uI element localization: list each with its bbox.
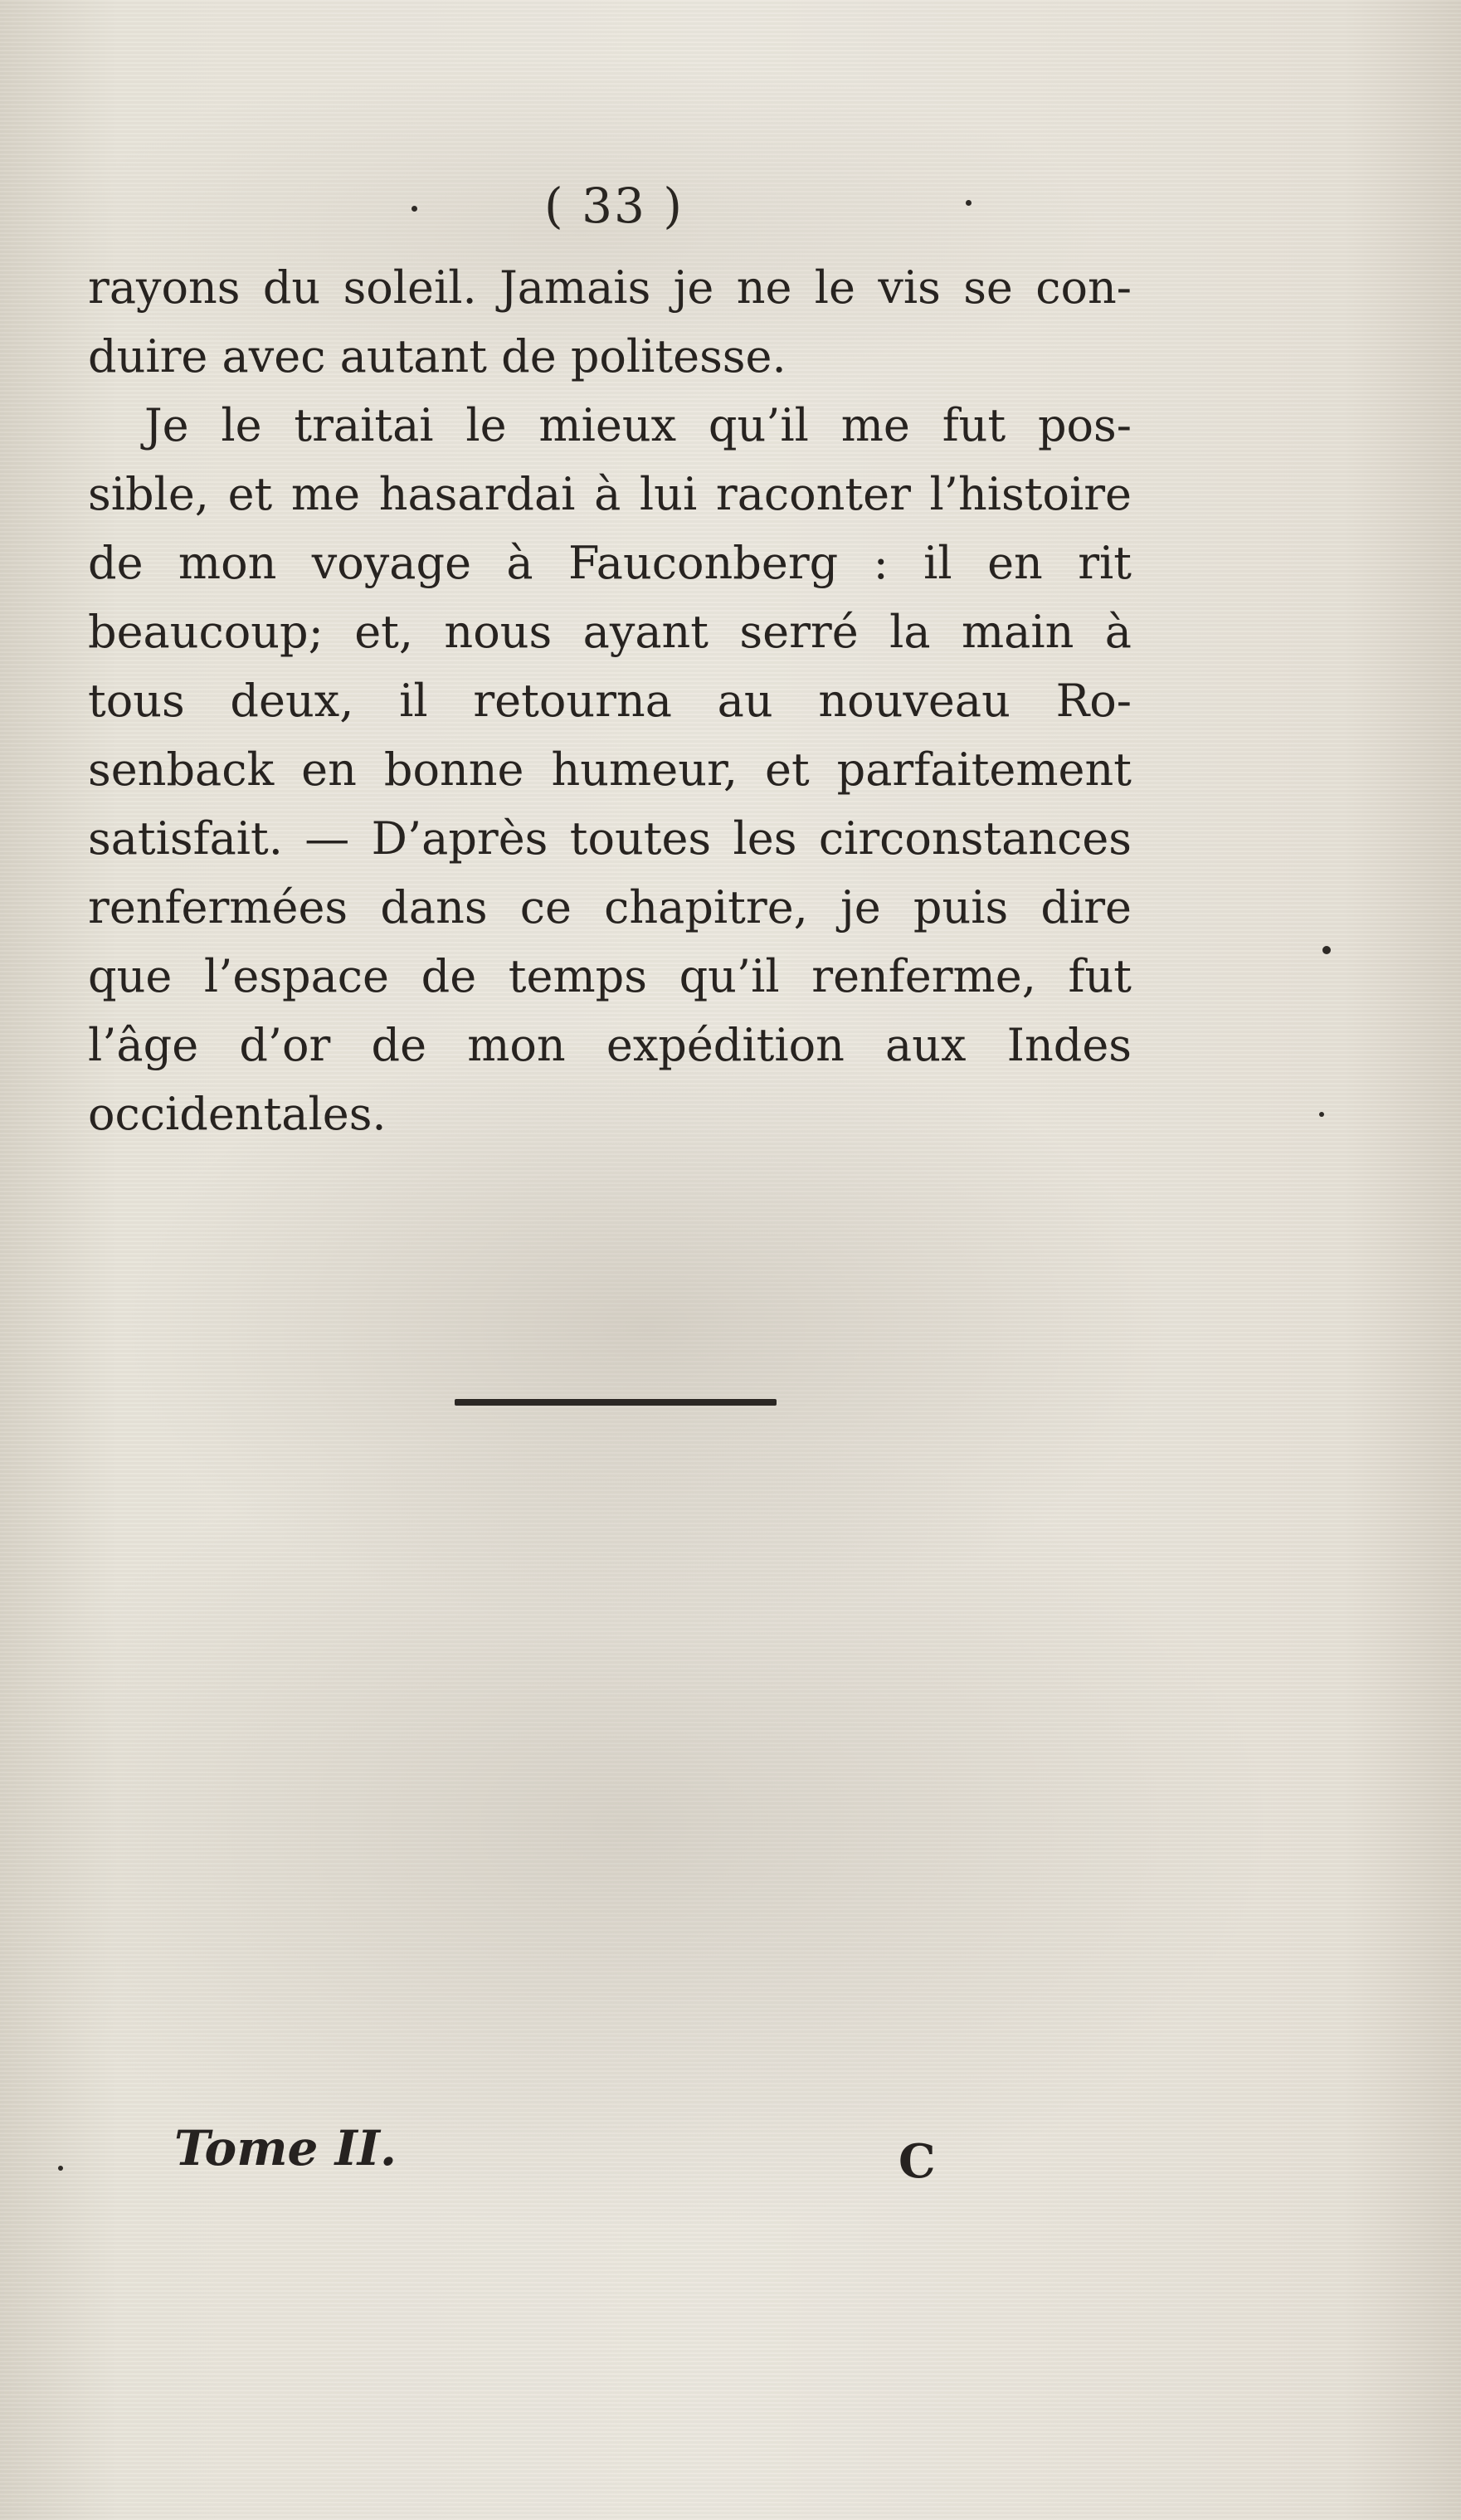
- signature-mark: C: [899, 2134, 936, 2189]
- page-number: ( 33 ): [544, 178, 684, 234]
- volume-label: Tome II.: [174, 2120, 397, 2176]
- ink-speck: [966, 200, 972, 206]
- text-line: senback en bonne humeur, et parfaitement: [88, 743, 1132, 796]
- text-line: satisfait. — D’après toutes les circonstances: [88, 812, 1132, 865]
- text-line: renfermées dans ce chapitre, je puis dire: [88, 881, 1132, 933]
- ink-speck: [58, 2166, 63, 2171]
- text-line: rayons du soleil. Jamais je ne le vis se con-: [88, 261, 1132, 314]
- chapter-end-rule: [455, 1399, 777, 1406]
- text-line: Je le traitai le mieux qu’il me fut pos-: [144, 399, 1132, 451]
- ink-speck: [412, 206, 417, 212]
- text-line: de mon voyage à Fauconberg : il en rit: [88, 537, 1132, 589]
- body-text: [88, 253, 1132, 1148]
- text-line: beaucoup; et, nous ayant serré la main à: [88, 606, 1132, 658]
- text-line: tous deux, il retourna au nouveau Ro-: [88, 675, 1132, 727]
- ink-speck: [1319, 1112, 1324, 1117]
- text-line: que l’espace de temps qu’il renferme, fut: [88, 950, 1132, 1002]
- text-line: sible, et me hasardai à lui raconter l’histoire: [88, 468, 1132, 520]
- text-line: occidentales.: [88, 1088, 387, 1140]
- text-line: l’âge d’or de mon expédition aux Indes: [88, 1019, 1132, 1071]
- text-line: duire avec autant de politesse.: [88, 330, 787, 383]
- ink-speck: [1322, 946, 1331, 954]
